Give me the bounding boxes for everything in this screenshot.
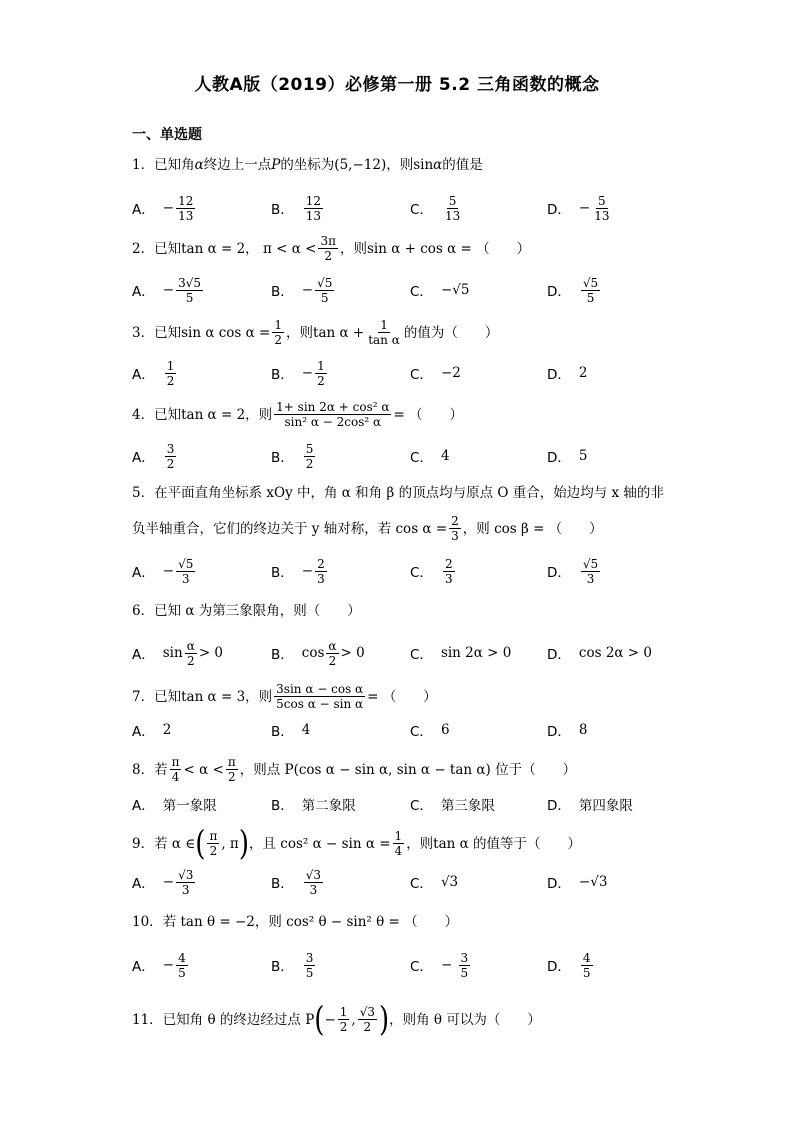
option-a: A． − $\frac{√3}{3}$ <box>132 867 194 897</box>
question-9: 9． 若 α ∈ ( $\frac{\pi}{2}$ , π ) ，且 cos² α − sin α = $\frac{1}{4}$ ，则tan α 的值等于（ ） <box>132 824 582 863</box>
question-5: 5．在平面直角坐标系 xOy 中，角 α 和角 β 的顶点均与原点 O 重合，始边均与 x 轴的非 <box>132 485 664 501</box>
option-b: B． cos $\frac{\alpha}{2}$ > 0 <box>271 638 365 668</box>
option-d: D． $\frac{√5}{5}$ <box>547 275 599 305</box>
page-title: 人教A版（2019）必修第一册 5.2 三角函数的概念 <box>194 75 600 95</box>
option-a: A． $\frac{1}{2}$ <box>132 358 175 388</box>
option-d: D． cos 2α > 0 <box>547 645 653 663</box>
question-2: 2． 已知tan α = 2， π < α < $\frac{3\pi}{2}$ ，则sin α + cos α = （ ） <box>132 234 531 263</box>
question-3-options <box>132 353 692 393</box>
option-c: C． √3 <box>410 874 459 892</box>
question-7: 7． 已知tan α = 3，则 $\frac{\text{3sin α − cos α}}{\text{5cos α − sin α}}$ = （ ） <box>132 682 437 711</box>
question-6: 6．已知 α 为第三象限角，则（ ） <box>132 603 361 619</box>
option-a: A． 第一象限 <box>132 798 217 814</box>
option-c: C． −2 <box>410 365 461 383</box>
option-d: D． −√3 <box>547 874 608 892</box>
option-b: B． 4 <box>271 722 311 740</box>
option-a: A． − $\frac{4}{5}$ <box>132 950 186 980</box>
option-a: A． − $\frac{12}{13}$ <box>132 193 194 223</box>
option-b: B． $\frac{12}{13}$ <box>271 193 322 223</box>
option-a: A． sin $\frac{\alpha}{2}$ > 0 <box>132 638 224 668</box>
option-c: C． $\frac{5}{13}$ <box>410 193 461 223</box>
question-10-options <box>132 945 692 985</box>
option-d: D． 2 <box>547 365 588 383</box>
option-a: A． − $\frac{√5}{3}$ <box>132 556 194 586</box>
option-c: C． 4 <box>410 448 450 466</box>
option-b: B． − $\frac{√5}{5}$ <box>271 275 333 305</box>
option-d: D． − $\frac{5}{13}$ <box>547 193 610 223</box>
question-2-options <box>132 270 692 310</box>
question-10: 10．若 tan θ = −2，则 cos² θ − sin² θ = （ ） <box>132 914 459 930</box>
question-4-options <box>132 436 692 476</box>
option-d: D． 第四象限 <box>547 798 633 814</box>
option-a: A． $\frac{3}{2}$ <box>132 441 175 471</box>
option-b: B． 第二象限 <box>271 798 356 814</box>
question-11: 11． 已知角 θ 的终边经过点 P ( − $\frac{1}{2}$ , $\frac{√3}{2}$ ) ，则角 θ 可以为（ ） <box>132 1000 541 1039</box>
option-c: C． −√5 <box>410 282 470 300</box>
section-heading: 一、单选题 <box>132 127 202 143</box>
option-c: C． sin 2α > 0 <box>410 645 512 663</box>
question-8-options <box>132 784 692 824</box>
question-7-options <box>132 710 692 750</box>
option-a: A． 2 <box>132 722 172 740</box>
question-5-line-2: 负半轴重合，它们的终边关于 y 轴对称，若 cos α = $\frac{2}{3}$ ，则 cos β = （ ） <box>132 514 603 543</box>
option-b: B． $\frac{5}{2}$ <box>271 441 314 471</box>
question-3: 3． 已知sin α cos α = $\frac{1}{2}$ ，则tan α + $\frac{1}{\text{tan α}}$ 的值为（ ） <box>132 318 499 347</box>
question-1-options <box>132 188 692 228</box>
option-c: C． $\frac{2}{3}$ <box>410 556 453 586</box>
option-b: B． − $\frac{1}{2}$ <box>271 358 325 388</box>
question-8: 8． 若 $\frac{\pi}{4}$ < α < $\frac{\pi}{2}$ ，则点 P(cos α − sin α, sin α − tan α) 位于（ ） <box>132 755 577 784</box>
option-c: C． − $\frac{3}{5}$ <box>410 950 469 980</box>
option-b: B． − $\frac{2}{3}$ <box>271 556 325 586</box>
question-5-options <box>132 551 692 591</box>
option-a: A． − $\frac{3√5}{5}$ <box>132 275 201 305</box>
option-d: D． $\frac{4}{5}$ <box>547 950 591 980</box>
question-1: 1．已知角α终边上一点P的坐标为(5,−12)，则sinα的值是 <box>132 157 483 173</box>
option-c: C． 第三象限 <box>410 798 495 814</box>
option-b: B． $\frac{√3}{3}$ <box>271 867 322 897</box>
option-b: B． $\frac{3}{5}$ <box>271 950 314 980</box>
question-4: 4． 已知tan α = 2，则 $\frac{\text{1+ sin 2α + cos² α}}{\text{sin² α − 2cos² α}}$ = （ ） <box>132 400 464 429</box>
option-d: D． 5 <box>547 448 588 466</box>
question-6-options <box>132 633 692 673</box>
option-d: D． $\frac{√5}{3}$ <box>547 556 599 586</box>
question-9-options <box>132 862 692 902</box>
option-c: C． 6 <box>410 722 450 740</box>
option-d: D． 8 <box>547 722 588 740</box>
